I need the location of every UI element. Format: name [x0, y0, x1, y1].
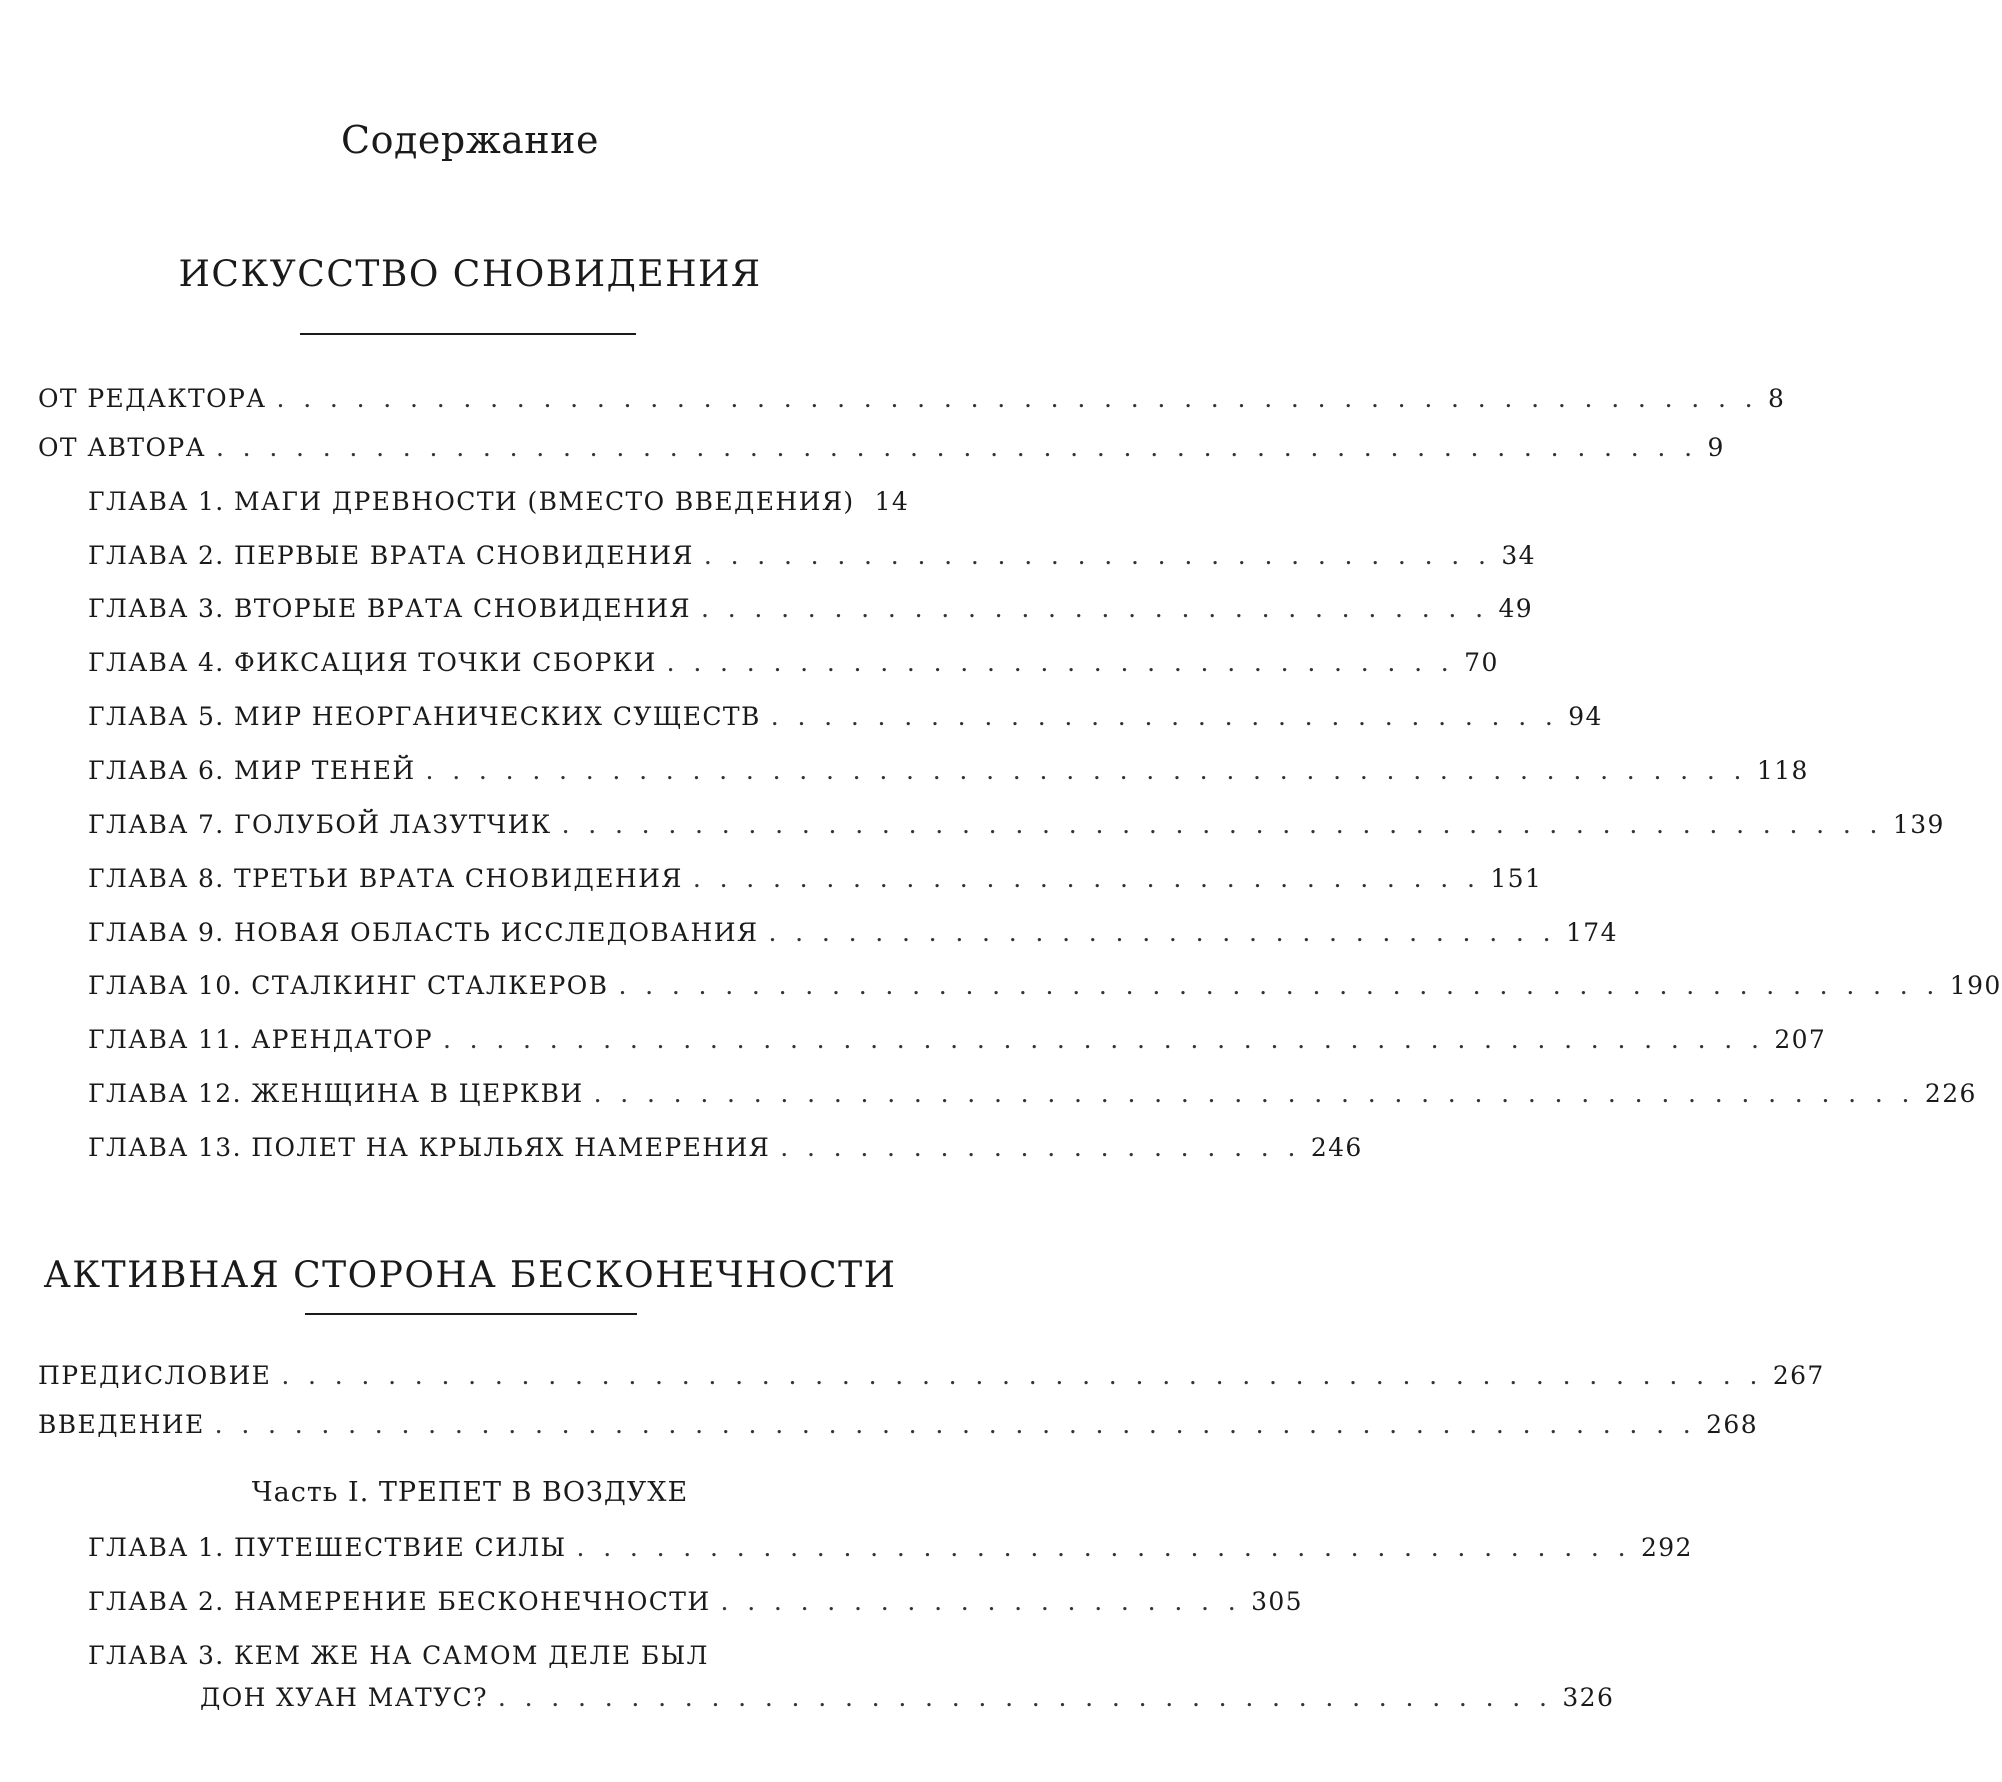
dot-leader: . . . . . . . . . . . . . . . . . . . . — [720, 1587, 1242, 1616]
toc-entry-label: ОТ РЕДАКТОРА — [38, 384, 267, 413]
toc-entry-page: 8 — [1768, 384, 1786, 413]
chapter-label: ГЛАВА 1. МАГИ ДРЕВНОСТИ (ВМЕСТО ВВЕДЕНИЯ) — [88, 487, 855, 516]
chapter-entry[interactable] — [88, 918, 1618, 947]
toc-entry-page: 268 — [1706, 1410, 1759, 1439]
chapter-label: ГЛАВА 2. НАМЕРЕНИЕ БЕСКОНЕЧНОСТИ — [88, 1587, 711, 1616]
dot-leader: . . . . . . . . . . . . . . . . . . . . . . . . . . . . . . . . . . . . . . . . . . . . . . . . . . — [618, 971, 1940, 1000]
chapter-label: ГЛАВА 12. ЖЕНЩИНА В ЦЕРКВИ — [88, 1079, 584, 1108]
toc-entry-label: ОТ АВТОРА — [38, 433, 206, 462]
toc-entry-page: 9 — [1707, 433, 1725, 462]
chapter-page: 207 — [1774, 1025, 1827, 1054]
dot-leader: . . . . . . . . . . . . . . . . . . . . . . . . . . . . . . . . . . . . . . . . . . . . . . . . . . . . . . . . — [214, 1410, 1697, 1439]
chapter-entry[interactable] — [88, 702, 1603, 731]
chapter-page: 292 — [1640, 1533, 1693, 1562]
chapter-entry[interactable] — [88, 756, 1809, 785]
chapter-entry[interactable] — [88, 864, 1543, 893]
chapter-label-line1[interactable]: ГЛАВА 3. КЕМ ЖЕ НА САМОМ ДЕЛЕ БЫЛ — [88, 1641, 709, 1670]
chapter-label: ГЛАВА 1. ПУТЕШЕСТВИЕ СИЛЫ — [88, 1533, 567, 1562]
dot-leader: . . . . . . . . . . . . . . . . . . . . . . . . . . . . . . — [701, 594, 1489, 623]
chapter-label: ГЛАВА 8. ТРЕТЬИ ВРАТА СНОВИДЕНИЯ — [88, 864, 683, 893]
chapter-label: ГЛАВА 4. ФИКСАЦИЯ ТОЧКИ СБОРКИ — [88, 648, 657, 677]
chapter-page: 14 — [874, 487, 910, 516]
dot-leader: . . . . . . . . . . . . . . . . . . . . . . . . . . . . . . . . . . . . . . . . . . . . . . . . . . . . . . . . — [215, 433, 1698, 462]
dot-leader: . . . . . . . . . . . . . . . . . . . . . . . . . . . . . . . . . . . . . . . . . . . . . . . . . . — [561, 810, 1883, 839]
dot-leader: . . . . . . . . . . . . . . . . . . . . . . . . . . . . . . . . . . . . . . . . . . . . . . . . . . — [593, 1079, 1915, 1108]
chapter-page: 34 — [1501, 541, 1536, 570]
chapter-page: 151 — [1490, 864, 1543, 893]
chapter-entry[interactable] — [88, 594, 1534, 623]
chapter-page: 94 — [1568, 702, 1603, 731]
dot-leader: . . . . . . . . . . . . . . . . . . . . . . . . . . . . . . — [768, 918, 1556, 947]
chapter-page: 139 — [1892, 810, 1945, 839]
chapter-page: 305 — [1251, 1587, 1303, 1616]
chapter-page: 70 — [1464, 648, 1499, 677]
chapter-entry[interactable] — [88, 971, 2002, 1000]
dot-leader: . . . . . . . . . . . . . . . . . . . . . . . . . . . . . . — [770, 702, 1559, 731]
toc-entry[interactable] — [38, 1410, 1759, 1439]
chapter-entry[interactable] — [88, 810, 1945, 839]
book1-title: ИСКУССТВО СНОВИДЕНИЯ — [178, 254, 762, 295]
part-heading: Часть I. ТРЕПЕТ В ВОЗДУХЕ — [251, 1477, 689, 1508]
chapter-entry[interactable] — [88, 1133, 1363, 1162]
toc-entry[interactable] — [38, 1361, 1825, 1390]
dot-leader: . . . . . . . . . . . . . . . . . . . . . . . . . . . . . . . . . . . . . . . . . . . . . . . . . . — [425, 756, 1747, 785]
book2-title: АКТИВНАЯ СТОРОНА БЕСКОНЕЧНОСТИ — [43, 1255, 897, 1296]
chapter-label: ГЛАВА 3. ВТОРЫЕ ВРАТА СНОВИДЕНИЯ — [88, 594, 692, 623]
chapter-page: 246 — [1310, 1133, 1363, 1162]
toc-entry-page: 267 — [1772, 1361, 1825, 1390]
dot-leader: . . . . . . . . . . . . . . . . . . . . . . . . . . . . . . . . . . . . . . . . — [576, 1533, 1631, 1562]
toc-entry[interactable] — [38, 384, 1786, 413]
chapter-label: ГЛАВА 11. АРЕНДАТОР — [88, 1025, 433, 1054]
chapter-page: 190 — [1949, 971, 2002, 1000]
dot-leader: . . . . . . . . . . . . . . . . . . . . . . . . . . . . . . . . . . . . . . . . . . . . . . . . . . . . . . . . — [276, 384, 1759, 413]
chapter-label: ГЛАВА 2. ПЕРВЫЕ ВРАТА СНОВИДЕНИЯ — [88, 541, 694, 570]
chapter-entry[interactable] — [88, 1079, 1977, 1108]
chapter-entry[interactable] — [88, 487, 910, 516]
chapter-label: ГЛАВА 5. МИР НЕОРГАНИЧЕСКИХ СУЩЕСТВ — [88, 702, 761, 731]
chapter-entry[interactable] — [88, 1587, 1303, 1616]
chapter-page: 118 — [1756, 756, 1809, 785]
toc-entry-label: ПРЕДИСЛОВИЕ — [38, 1361, 272, 1390]
chapter-entry[interactable] — [88, 648, 1499, 677]
dot-leader: . . . . . . . . . . . . . . . . . . . . — [780, 1133, 1301, 1162]
chapter-page: 226 — [1924, 1079, 1977, 1108]
chapter-page: 326 — [1562, 1683, 1615, 1712]
dot-leader: . . . . . . . . . . . . . . . . . . . . . . . . . . . . . . . . . . . . . . . . . . . . . . . . . . . . . . . . — [281, 1361, 1763, 1390]
chapter-label: ГЛАВА 10. СТАЛКИНГ СТАЛКЕРОВ — [88, 971, 609, 1000]
chapter-page: 49 — [1498, 594, 1534, 623]
dot-leader: . . . . . . . . . . . . . . . . . . . . . . . . . . . . . . . . . . . . . . . . — [497, 1683, 1553, 1712]
chapter-page: 174 — [1565, 918, 1618, 947]
chapter-label-line2: ДОН ХУАН МАТУС? — [200, 1683, 488, 1712]
dot-leader: . . . . . . . . . . . . . . . . . . . . . . . . . . . . . . — [703, 541, 1492, 570]
contents-title: Содержание — [341, 118, 599, 162]
toc-entry[interactable] — [38, 433, 1725, 462]
dot-leader: . . . . . . . . . . . . . . . . . . . . . . . . . . . . . . — [692, 864, 1481, 893]
chapter-entry[interactable] — [88, 1533, 1693, 1562]
chapter-entry[interactable] — [200, 1683, 1615, 1712]
toc-entry-label: ВВЕДЕНИЕ — [38, 1410, 205, 1439]
dot-leader: . . . . . . . . . . . . . . . . . . . . . . . . . . . . . . . . . . . . . . . . . . . . . . . . . . — [442, 1025, 1765, 1054]
chapter-label: ГЛАВА 9. НОВАЯ ОБЛАСТЬ ИССЛЕДОВАНИЯ — [88, 918, 759, 947]
book2-title-rule — [305, 1313, 637, 1315]
chapter-label: ГЛАВА 13. ПОЛЕТ НА КРЫЛЬЯХ НАМЕРЕНИЯ — [88, 1133, 771, 1162]
chapter-entry[interactable] — [88, 541, 1536, 570]
chapter-label: ГЛАВА 6. МИР ТЕНЕЙ — [88, 756, 416, 785]
book1-title-rule — [300, 333, 636, 335]
chapter-entry[interactable] — [88, 1025, 1827, 1054]
dot-leader: . . . . . . . . . . . . . . . . . . . . . . . . . . . . . . — [666, 648, 1455, 677]
chapter-label: ГЛАВА 7. ГОЛУБОЙ ЛАЗУТЧИК — [88, 810, 552, 839]
